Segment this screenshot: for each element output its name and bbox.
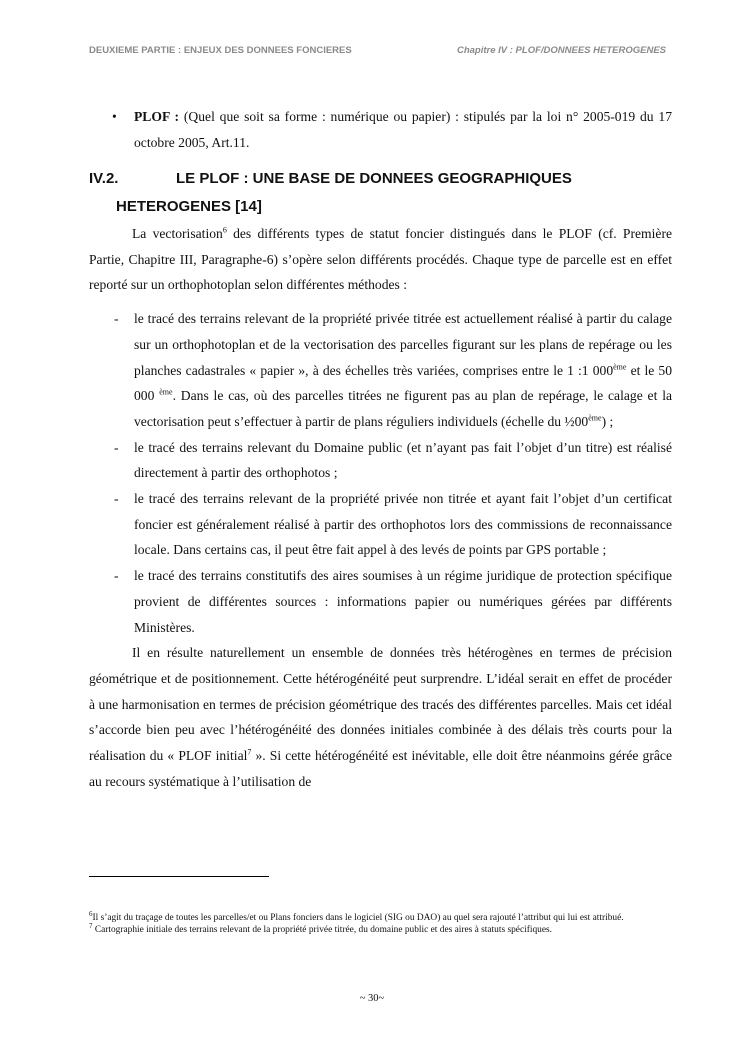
closing-text-a: Il en résulte naturellement un ensemble de données très hétérogènes en termes de précision géométrique et de positionnement. Cette hétérogénéité peut surprendre. L’idéal serait en effet de procéder à une harmonisation en termes de précision géométrique des tracés des différentes parcelles. Mais cet idéal s’accorde bien peu avec l’hétérogénéité des données initiales combinée à des délais très courts pour la réalisation du « PLOF initial (89, 645, 672, 764)
section-heading (89, 165, 672, 221)
bullet-text: (Quel que soit sa forme : numérique ou papier) : stipulés par la loi n° 2005-019 du 17 octobre 2005, Art.11. (134, 109, 673, 150)
item1-text-a: le tracé des terrains relevant de la propriété privée titrée est actuellement réalisé à partir du calage sur un orthophotoplan et de la vectorisation des parcelles figurant sur les plans de repérage ou les planches cadastrales « papier », à des échelles très variées, comprises entre le 1 :1 000 (134, 311, 672, 378)
footnote-ref-7: 7 (247, 747, 252, 757)
footnote-6 (89, 909, 672, 924)
intro-text-b: des différents types de statut foncier distingués dans le PLOF (cf. Première Partie, Chapitre III, Paragraphe-6) s’opère selon différents procédés. Chaque type de parcelle est en effet reporté sur un orthophotoplan selon différentes méthodes : (89, 226, 672, 293)
intro-text-a: La vectorisation (132, 226, 223, 241)
list-item (89, 435, 672, 486)
header-right: Chapitre IV : PLOF/DONNEES HETEROGENES (456, 45, 666, 56)
dash-icon: - (114, 568, 119, 584)
bullet-term: PLOF : (134, 109, 180, 124)
footnote-7 (89, 924, 672, 936)
footnotes (89, 909, 672, 937)
item1-text-d: ) ; (601, 413, 614, 429)
list-item (89, 563, 672, 640)
dash-icon: - (114, 491, 119, 507)
dash-icon: - (114, 311, 119, 327)
item2-text: le tracé des terrains relevant du Domaine public (et n’ayant pas fait l’objet d’un titre) est réalisé directement à partir des orthophotos ; (134, 439, 672, 481)
footnote-6-text: Il s’agit du traçage de toutes les parcelles/et ou Plans fonciers dans le logiciel (SIG ou DAO) au quel sera rajouté l’attribut qui lui est attribué. (92, 913, 624, 923)
footnote-7-text: Cartographie initiale des terrains relevant de la propriété privée titrée, du domaine public et des aires à statuts spécifiques. (92, 925, 552, 936)
bullet-dot-icon: • (112, 109, 117, 124)
item4-text: le tracé des terrains constitutifs des aires soumises à un régime juridique de protection spécifique provient de différentes sources : informations papier ou numériques gérées par différents Ministères. (134, 568, 672, 635)
item1-sup1: ème (613, 361, 627, 371)
dash-icon: - (114, 439, 119, 455)
footnote-divider (89, 876, 269, 877)
footnote-6-number: 6 (89, 909, 93, 918)
method-list (89, 306, 672, 640)
item3-text: le tracé des terrains relevant de la propriété privée non titrée et ayant fait l’objet d’un certificat foncier est généralement réalisé à partir des orthophotos lors des commissions de reconnaissance locale. Dans certains cas, il peut être fait appel à des levés de points par GPS portable ; (134, 491, 672, 558)
header-left: DEUXIEME PARTIE : ENJEUX DES DONNEES FONCIERES (89, 45, 352, 56)
footnote-ref-6: 6 (222, 225, 227, 235)
page-body (89, 104, 672, 794)
bullet-item-plof (89, 104, 672, 155)
closing-paragraph (89, 640, 672, 794)
item1-text-b: et le 50 000 (134, 362, 673, 404)
item1-sup3: ème (588, 413, 602, 423)
running-header (89, 45, 671, 56)
section-title-line1: LE PLOF : UNE BASE DE DONNEES GEOGRAPHIQUES (176, 170, 572, 187)
intro-paragraph (89, 221, 672, 298)
section-number: IV.2. (89, 170, 119, 187)
footnote-7-number: 7 (89, 922, 93, 931)
list-item (89, 486, 672, 563)
list-item (89, 306, 672, 435)
item1-sup2: ème (159, 387, 173, 397)
item1-text-c: . Dans le cas, où des parcelles titrées ne figurent pas au plan de repérage, le calage et la vectorisation peut s’effectuer à partir de plans réguliers individuels (échelle du ½00 (134, 388, 673, 429)
closing-text-b: ». Si cette hétérogénéité est inévitable, elle doit être néanmoins gérée grâce au recours systématique à l’utilisation de (89, 748, 672, 789)
page-number: ~ 30~ (359, 993, 385, 1004)
section-title-line2: HETEROGENES [14] (116, 198, 262, 215)
